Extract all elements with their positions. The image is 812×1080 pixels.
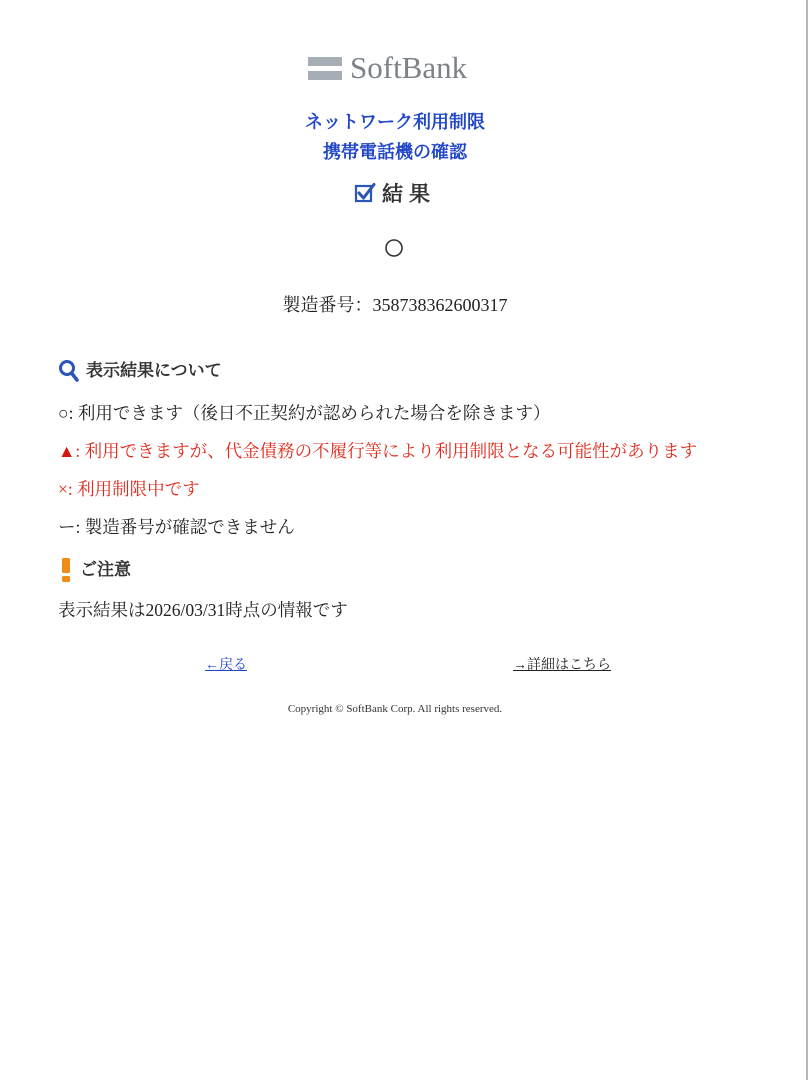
magnifier-icon: [58, 359, 80, 383]
legend-text: 製造番号が確認できません: [84, 517, 295, 537]
legend-mark: ○: [58, 403, 69, 423]
legend-item-available: ○: 利用できます（後日不正契約が認められた場合を除きます）: [58, 403, 551, 423]
serial-label: 製造番号：: [282, 295, 373, 315]
copyright: Copyright © SoftBank Corp. All rights reserved.: [287, 703, 503, 715]
legend-item-restricted: ×: 利用制限中です: [58, 479, 200, 499]
legend-text: 利用できます（後日不正契約が認められた場合を除きます）: [77, 403, 551, 423]
page-title-line-1: ネットワーク利用制限: [305, 112, 485, 132]
softbank-mark-icon: [308, 55, 342, 81]
scrollbar-edge: [806, 0, 808, 1080]
serial-number: [0, 292, 790, 318]
serial-value: 358738362600317: [372, 295, 508, 315]
result-heading: [0, 180, 790, 208]
page-title-line-2: 携帯電話機の確認: [323, 142, 467, 162]
notice-heading-label: ご注意: [80, 560, 131, 580]
legend-mark: ×: [58, 479, 68, 499]
legend-item-unconfirmed: ー: 製造番号が確認できません: [58, 517, 295, 537]
legend-text: 利用制限中です: [77, 479, 200, 499]
exclamation-icon: [58, 557, 74, 583]
about-results-heading: [58, 358, 222, 384]
details-link[interactable]: →詳細はこちら: [513, 658, 611, 673]
legend-mark: ▲: [58, 441, 76, 461]
about-heading-label: 表示結果について: [86, 361, 222, 381]
notice-heading: [58, 557, 131, 583]
softbank-logo: [308, 48, 467, 88]
legend-mark: ー: [58, 517, 76, 537]
back-link[interactable]: ←戻る: [205, 658, 247, 673]
legend-text: 利用できますが、代金債務の不履行等により利用制限となる可能性があります: [84, 441, 698, 461]
result-heading-label: 結果: [382, 182, 436, 206]
notice-text: 表示結果は2026/03/31時点の情報です: [58, 600, 348, 620]
circle-outline-icon: [384, 238, 404, 258]
legend-item-possible-restriction: ▲: 利用できますが、代金債務の不履行等により利用制限となる可能性があります: [58, 441, 698, 461]
logo-text: SoftBank: [350, 50, 468, 85]
checkbox-checked-icon: [354, 182, 376, 204]
